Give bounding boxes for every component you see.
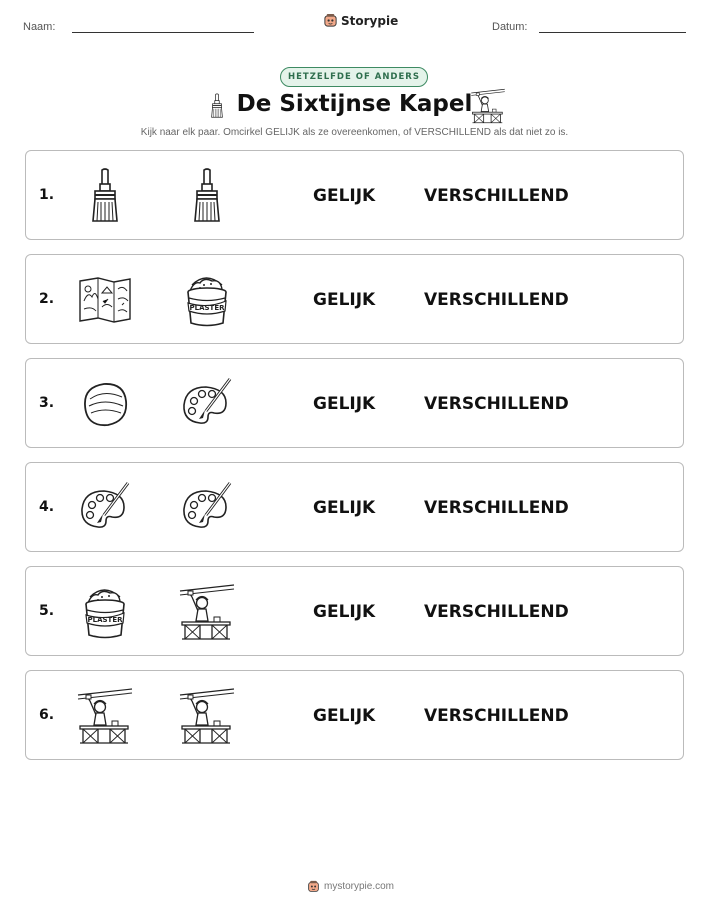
paint-palette-icon <box>178 375 236 433</box>
question-number: 2. <box>39 291 55 307</box>
painter-on-scaffold-icon <box>470 88 506 124</box>
page-title: De Sixtijnse Kapel <box>236 91 473 117</box>
fresco-map-icon <box>76 271 134 329</box>
option-verschillend[interactable]: VERSCHILLEND <box>424 394 569 414</box>
question-number: 5. <box>39 603 55 619</box>
stone-icon <box>76 375 134 433</box>
option-gelijk[interactable]: GELIJK <box>313 394 376 414</box>
date-label: Datum: <box>492 21 528 33</box>
question-row-3 <box>25 358 684 448</box>
question-row-4 <box>25 462 684 552</box>
plaster-bucket-icon <box>178 271 236 329</box>
option-verschillend[interactable]: VERSCHILLEND <box>424 602 569 622</box>
painter-on-scaffold-icon <box>178 583 236 641</box>
question-number: 4. <box>39 499 55 515</box>
paintbrush-icon <box>76 167 134 225</box>
option-verschillend[interactable]: VERSCHILLEND <box>424 706 569 726</box>
painter-on-scaffold-icon <box>76 687 134 745</box>
option-verschillend[interactable]: VERSCHILLEND <box>424 186 569 206</box>
question-row-2 <box>25 254 684 344</box>
question-number: 6. <box>39 707 55 723</box>
option-gelijk[interactable]: GELIJK <box>313 602 376 622</box>
storypie-mascot-icon <box>307 880 320 893</box>
painter-on-scaffold-icon <box>178 687 236 745</box>
storypie-mascot-icon <box>323 13 338 28</box>
option-gelijk[interactable]: GELIJK <box>313 186 376 206</box>
paintbrush-icon <box>178 167 236 225</box>
option-gelijk[interactable]: GELIJK <box>313 290 376 310</box>
footer <box>307 880 394 893</box>
question-number: 3. <box>39 395 55 411</box>
date-field[interactable] <box>539 32 686 33</box>
worksheet-type-badge: HETZELFDE OF ANDERS <box>280 67 428 87</box>
option-verschillend[interactable]: VERSCHILLEND <box>424 498 569 518</box>
question-row-5 <box>25 566 684 656</box>
paint-palette-icon <box>76 479 134 537</box>
plaster-bucket-icon <box>76 583 134 641</box>
paint-palette-icon <box>178 479 236 537</box>
option-verschillend[interactable]: VERSCHILLEND <box>424 290 569 310</box>
question-row-1 <box>25 150 684 240</box>
option-gelijk[interactable]: GELIJK <box>313 498 376 518</box>
instructions: Kijk naar elk paar. Omcirkel GELIJK als ze overeenkomen, of VERSCHILLEND als dat niet zo is. <box>140 127 569 138</box>
question-row-6 <box>25 670 684 760</box>
option-gelijk[interactable]: GELIJK <box>313 706 376 726</box>
name-label: Naam: <box>23 21 56 33</box>
storypie-logo <box>323 13 398 28</box>
footer-url[interactable]: mystorypie.com <box>324 881 395 892</box>
question-number: 1. <box>39 187 55 203</box>
name-field[interactable] <box>72 32 254 33</box>
brand-name: Storypie <box>341 13 399 28</box>
